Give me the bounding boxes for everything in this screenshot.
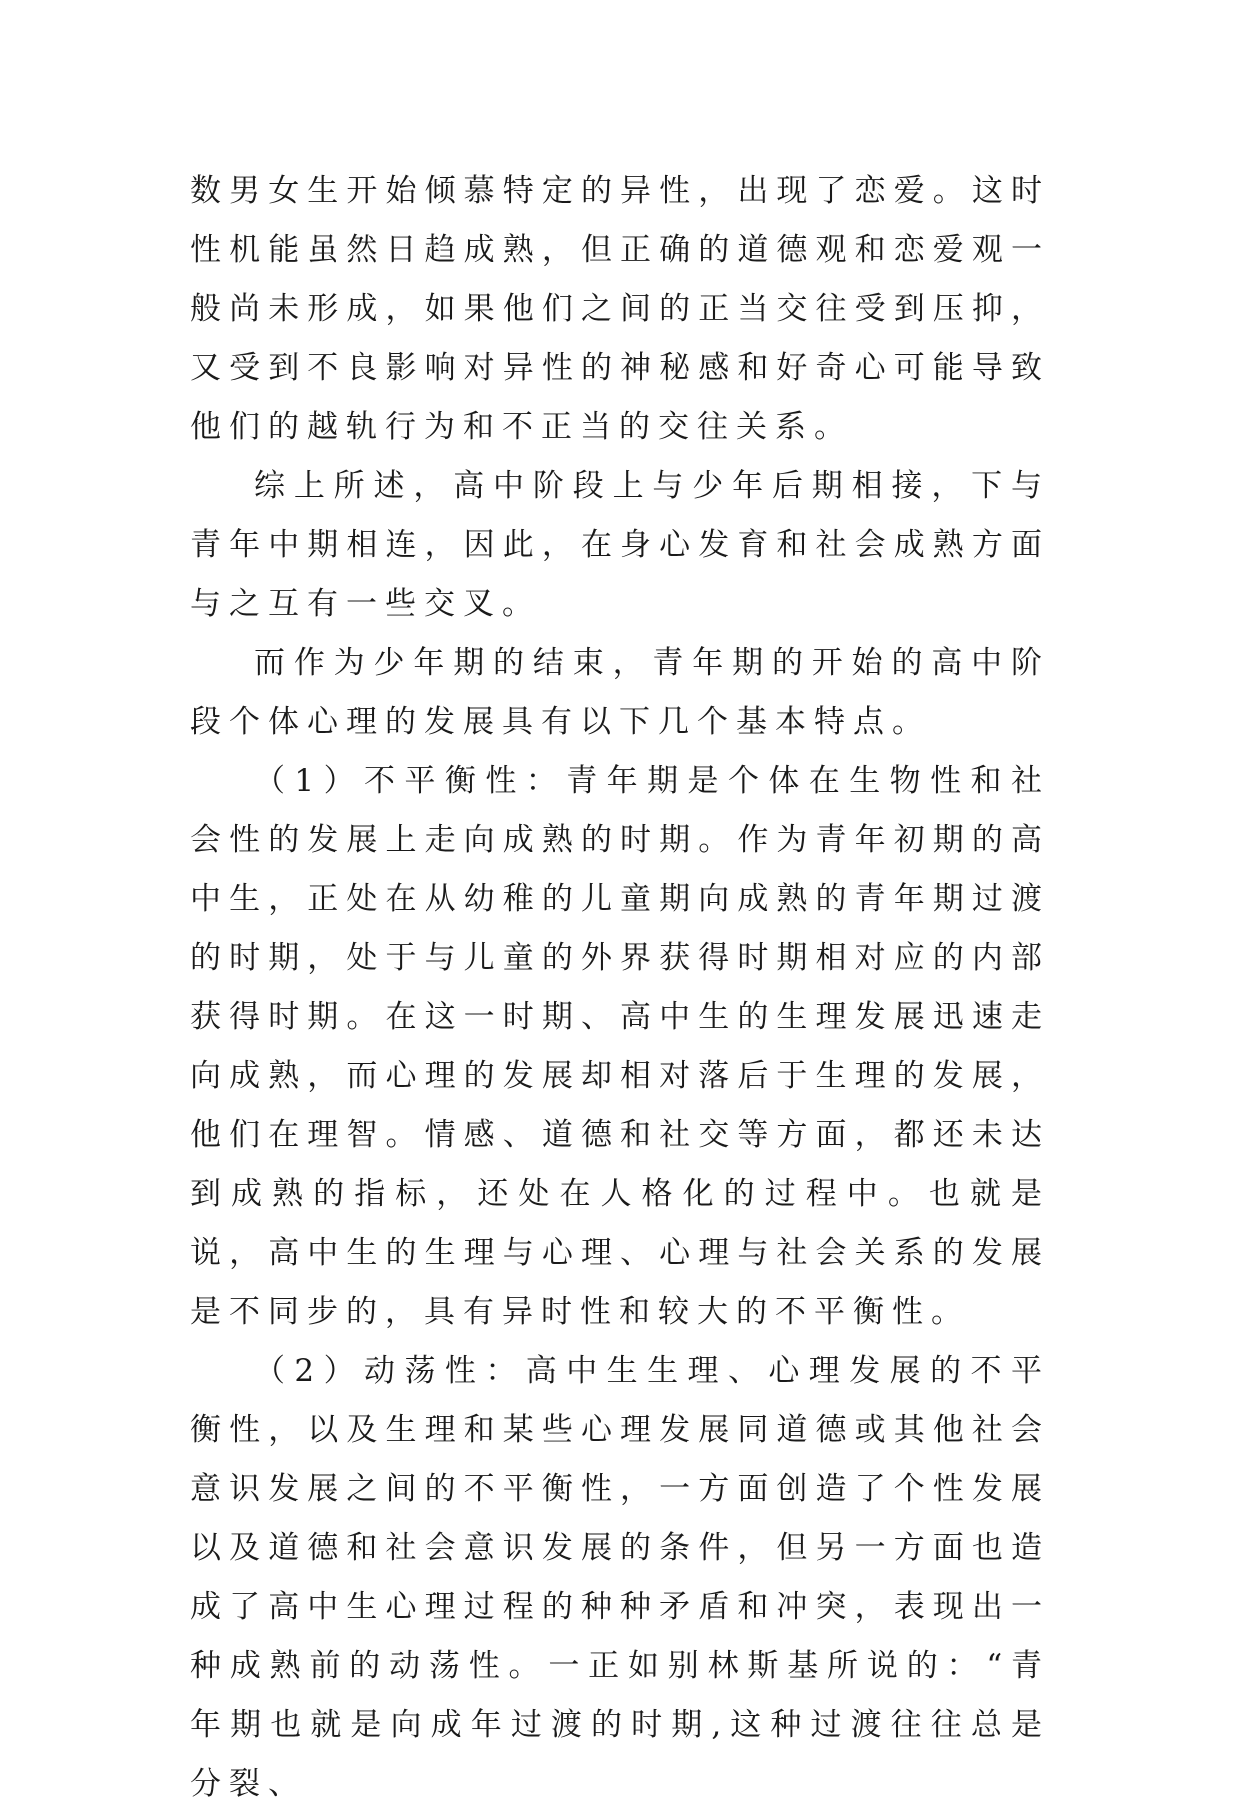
document-body <box>190 162 1050 1814</box>
paragraph-1: 数男女生开始倾慕特定的异性，出现了恋爱。这时性机能虽然日趋成熟，但正确的道德观和恋爱观一般尚未形成，如果他们之间的正当交往受到压抑，又受到不良影响对异性的神秘感和好奇心可能导致他们的越轨行为和不正当的交往关系。 <box>190 173 1050 445</box>
paragraph-4: （1）不平衡性：青年期是个体在生物性和社会性的发展上走向成熟的时期。作为青年初期的高中生，正处在从幼稚的儿童期向成熟的青年期过渡的时期，处于与儿童的外界获得时期相对应的内部获得时期。在这一时期、高中生的生理发展迅速走向成熟，而心理的发展却相对落后于生理的发展，他们在理智。情感、道德和社交等方面，都还未达到成熟的指标，还处在人格化的过程中。也就是说，高中生的生理与心理、心理与社会关系的发展是不同步的，具有异时性和较大的不平衡性。 <box>190 763 1050 1330</box>
paragraph-3: 而作为少年期的结束，青年期的开始的高中阶段个体心理的发展具有以下几个基本特点。 <box>190 645 1050 740</box>
paragraph-2: 综上所述，高中阶段上与少年后期相接，下与青年中期相连，因此，在身心发育和社会成熟方面与之互有一些交叉。 <box>190 468 1050 622</box>
paragraph-5: （2）动荡性：高中生生理、心理发展的不平衡性，以及生理和某些心理发展同道德或其他社会意识发展之间的不平衡性，一方面创造了个性发展以及道德和社会意识发展的条件，但另一方面也造成了高中生心理过程的种种矛盾和冲突，表现出一种成熟前的动荡性。一正如别林斯基所说的：“青年期也就是向成年过渡的时期,这种过渡往往总是分裂、 <box>190 1353 1050 1802</box>
